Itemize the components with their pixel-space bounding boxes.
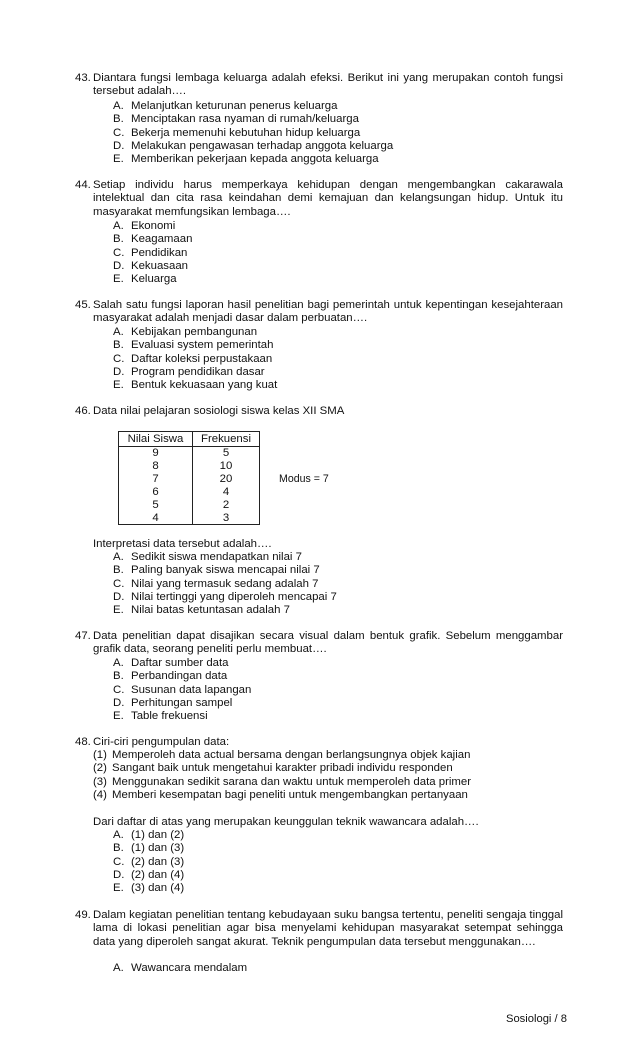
- option-e: E. Bentuk kekuasaan yang kuat: [113, 379, 278, 392]
- option-a: A. Kebijakan pembangunan: [113, 326, 258, 338]
- table-row: [119, 499, 260, 512]
- table-header: Frekuensi: [193, 432, 260, 447]
- question-text: Diantara fungsi lembaga keluarga adalah efeksi. Berikut ini yang merupakan contoh fungsi tersebut adalah….: [93, 72, 563, 98]
- option-c: C. (2) dan (3): [113, 855, 185, 868]
- option-c: C. Bekerja memenuhi kebutuhan hidup keluarga: [113, 126, 361, 139]
- modus-note: Modus = 7: [279, 473, 329, 485]
- option-e: E. Table frekuensi: [113, 710, 208, 723]
- table-row: [119, 473, 260, 486]
- option-e: E. (3) dan (4): [113, 882, 185, 895]
- question-number: 43.: [75, 72, 91, 84]
- statement-2: (2) Sangant baik untuk mengetahui karakter pribadi individu responden: [93, 762, 453, 775]
- question-number: 47.: [75, 630, 91, 642]
- question-text: Setiap individu harus memperkaya kehidupan dengan mengembangkan cakarawala intelektual dan cita rasa keindahan demi kemajuan dan kelangsungan hidup. Untuk itu masyarakat memfungsikan lembaga….: [93, 179, 563, 218]
- question-prompt: Dari daftar di atas yang merupakan keunggulan teknik wawancara adalah….: [93, 816, 479, 828]
- table-cell: 2: [193, 499, 260, 512]
- frequency-table: [118, 431, 260, 525]
- page-footer: Sosiologi / 8: [506, 1013, 567, 1025]
- option-b: B. Paling banyak siswa mencapai nilai 7: [113, 564, 320, 577]
- option-d: D. Perhitungan sampel: [113, 696, 233, 709]
- option-list: [113, 962, 247, 975]
- option-a: A. Ekonomi: [113, 220, 176, 232]
- option-e: E. Memberikan pekerjaan kepada anggota keluarga: [113, 153, 379, 166]
- option-b: B. Perbandingan data: [113, 670, 228, 683]
- option-e: E. Nilai batas ketuntasan adalah 7: [113, 604, 290, 617]
- question-number: 44.: [75, 179, 91, 191]
- question-prompt: Interpretasi data tersebut adalah….: [93, 538, 272, 550]
- question-number: 48.: [75, 736, 91, 748]
- table-cell: 6: [119, 486, 193, 499]
- option-a: A. Melanjutkan keturunan penerus keluarga: [113, 100, 338, 112]
- statement-4: (4) Memberi kesempatan bagi peneliti untuk mengembangkan pertanyaan: [93, 788, 468, 801]
- option-a: A. (1) dan (2): [113, 829, 185, 841]
- table-cell: 20: [193, 473, 260, 486]
- table-cell: 9: [119, 447, 193, 460]
- option-list: [113, 326, 277, 392]
- option-b: B. Evaluasi system pemerintah: [113, 339, 274, 352]
- table-row: [119, 460, 260, 473]
- option-list: [113, 657, 251, 723]
- option-a: A. Daftar sumber data: [113, 657, 229, 669]
- table-cell: 7: [119, 473, 193, 486]
- question-text: Data penelitian dapat disajikan secara visual dalam bentuk grafik. Sebelum menggambar grafik data, seorang peneliti perlu membuat….: [93, 630, 563, 656]
- option-c: C. Nilai yang termasuk sedang adalah 7: [113, 577, 319, 590]
- table-cell: 4: [119, 512, 193, 525]
- option-list: [113, 100, 393, 166]
- option-list: [113, 551, 337, 617]
- option-c: C. Pendidikan: [113, 246, 188, 259]
- table-header: Nilai Siswa: [119, 432, 193, 447]
- question-text: Data nilai pelajaran sosiologi siswa kelas XII SMA: [93, 405, 345, 417]
- table-cell: 5: [193, 447, 260, 460]
- table-cell: 3: [193, 512, 260, 525]
- table-cell: 5: [119, 499, 193, 512]
- option-b: B. Menciptakan rasa nyaman di rumah/keluarga: [113, 113, 359, 126]
- question-text: Dalam kegiatan penelitian tentang kebudayaan suku bangsa tertentu, peneliti sengaja tinggal lama di lokasi penelitian agar bisa menyelami kehidupan masyarakat setempat sehingga data yang diperoleh sangat akurat. Teknik pengumpulan data tersebut menggunakan….: [93, 909, 563, 948]
- table-row: [119, 512, 260, 525]
- table-cell: 10: [193, 460, 260, 473]
- option-b: B. (1) dan (3): [113, 842, 185, 855]
- question-number: 49.: [75, 909, 91, 921]
- question-number: 45.: [75, 299, 91, 311]
- option-d: D. Nilai tertinggi yang diperoleh mencapai 7: [113, 590, 337, 603]
- statement-3: (3) Menggunakan sedikit sarana dan waktu untuk memperoleh data primer: [93, 775, 472, 788]
- option-list: [113, 220, 192, 286]
- table-header-row: [119, 432, 260, 447]
- option-d: D. (2) dan (4): [113, 868, 185, 881]
- option-e: E. Keluarga: [113, 273, 177, 286]
- question-text: Salah satu fungsi laporan hasil penelitian bagi pemerintah untuk kepentingan kesejahteraan masyarakat adalah menjadi dasar dalam perbuatan….: [93, 299, 563, 325]
- statement-1: (1) Memperoleh data actual bersama dengan berlangsungnya objek kajian: [93, 749, 471, 761]
- option-c: C. Susunan data lapangan: [113, 683, 252, 696]
- option-b: B. Keagamaan: [113, 233, 193, 246]
- question-text: Ciri-ciri pengumpulan data:: [93, 736, 230, 748]
- option-d: D. Program pendidikan dasar: [113, 365, 265, 378]
- table-cell: 8: [119, 460, 193, 473]
- option-c: C. Daftar koleksi perpustakaan: [113, 352, 273, 365]
- option-a: A. Sedikit siswa mendapatkan nilai 7: [113, 551, 302, 563]
- option-list: [113, 829, 184, 895]
- option-d: D. Kekuasaan: [113, 259, 188, 272]
- table-row: [119, 447, 260, 460]
- question-number: 46.: [75, 405, 91, 417]
- statement-list: [93, 749, 471, 802]
- option-a: A. Wawancara mendalam: [113, 962, 248, 974]
- table-cell: 4: [193, 486, 260, 499]
- option-d: D. Melakukan pengawasan terhadap anggota keluarga: [113, 139, 394, 152]
- table-row: [119, 486, 260, 499]
